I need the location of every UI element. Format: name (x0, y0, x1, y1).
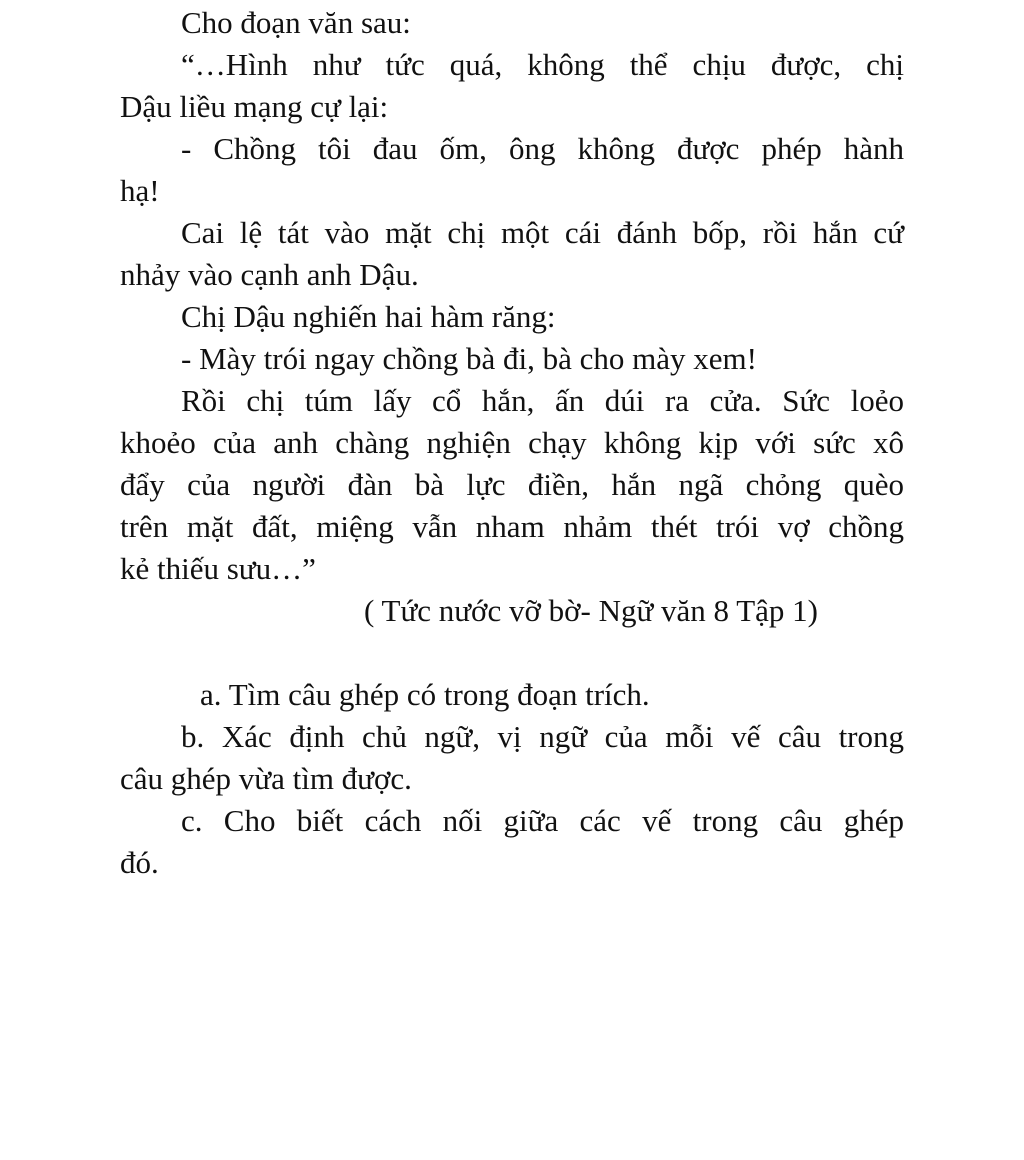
question-c-continuation: đó. (120, 845, 159, 880)
question-a: a. Tìm câu ghép có trong đoạn trích. (200, 677, 650, 712)
passage-line: Dậu liều mạng cự lại: (120, 89, 389, 124)
passage-line: kẻ thiếu sưu…” (120, 551, 316, 586)
passage-line: “…Hình như tức quá, không thể chịu được, chị (181, 47, 904, 82)
passage-line: - Chồng tôi đau ốm, ông không được phép hành (181, 131, 904, 166)
document-page (120, 2, 904, 884)
intro-line: Cho đoạn văn sau: (181, 5, 411, 40)
passage-line: nhảy vào cạnh anh Dậu. (120, 257, 419, 292)
passage-line: trên mặt đất, miệng vẫn nham nhảm thét trói vợ chồng (120, 509, 904, 544)
passage-line: đẩy của người đàn bà lực điền, hắn ngã chỏng quèo (120, 467, 904, 502)
question-b-continuation: câu ghép vừa tìm được. (120, 761, 412, 796)
passage-line: Chị Dậu nghiến hai hàm răng: (181, 299, 556, 334)
question-b: b. Xác định chủ ngữ, vị ngữ của mỗi vế câu trong (181, 719, 904, 754)
source-citation: ( Tức nước vỡ bờ- Ngữ văn 8 Tập 1) (364, 593, 818, 628)
spacer (120, 632, 904, 674)
passage-line: khoẻo của anh chàng nghiện chạy không kịp với sức xô (120, 425, 904, 460)
passage-line: Rồi chị túm lấy cổ hắn, ấn dúi ra cửa. Sức loẻo (181, 383, 904, 418)
passage-line: - Mày trói ngay chồng bà đi, bà cho mày xem! (181, 341, 757, 376)
passage-line: hạ! (120, 173, 160, 208)
passage-line: Cai lệ tát vào mặt chị một cái đánh bốp, rồi hắn cứ (181, 215, 904, 250)
question-c: c. Cho biết cách nối giữa các vế trong câu ghép (181, 803, 904, 838)
